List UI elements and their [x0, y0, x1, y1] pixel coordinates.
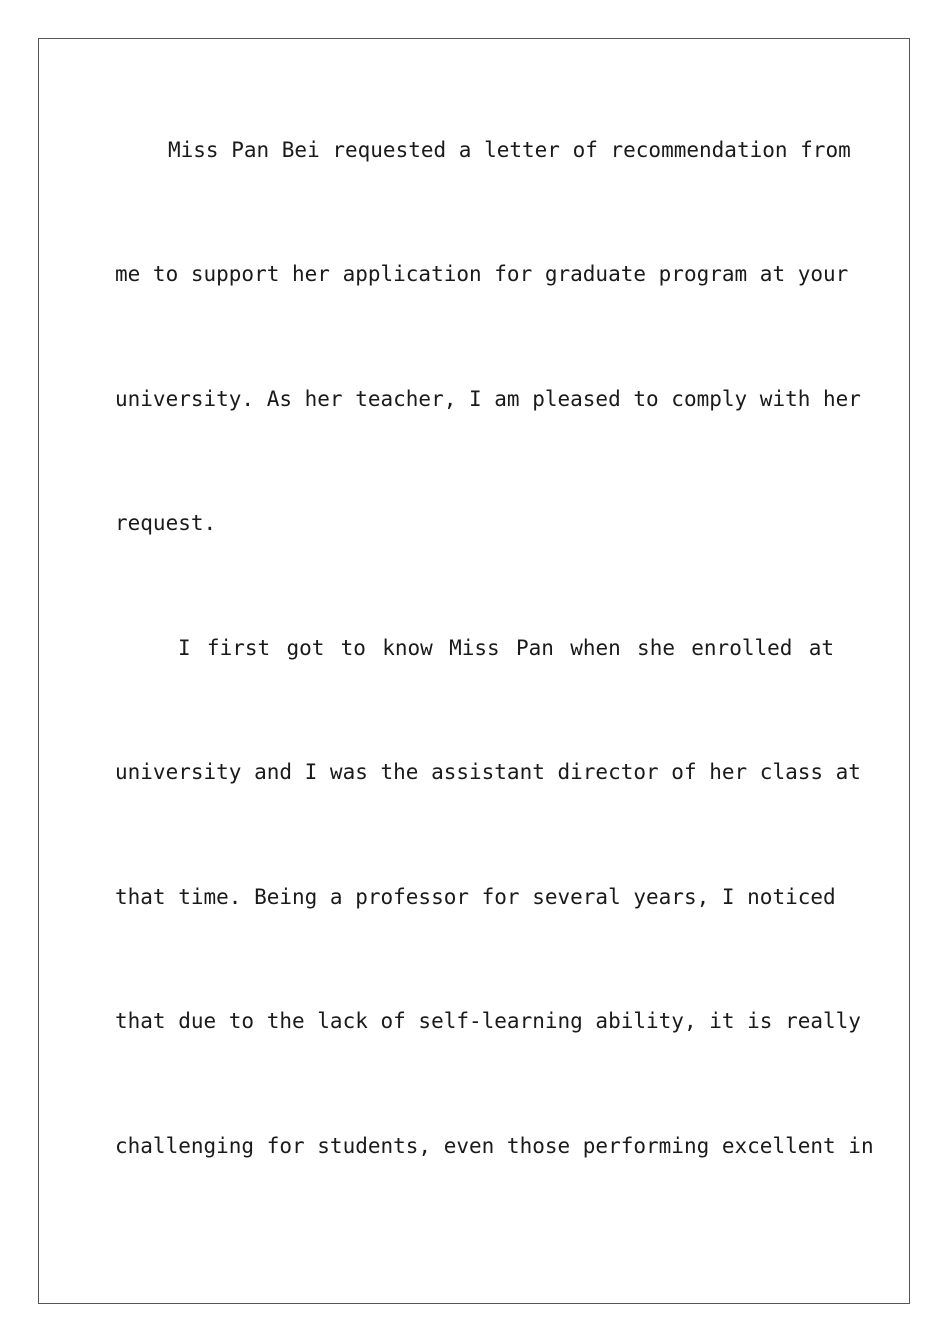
page-frame	[38, 38, 910, 1304]
paragraph-1-line-1: Miss Pan Bei requested a letter of recommendation from	[168, 138, 851, 162]
paragraph-2-line-1: I first got to know Miss Pan when she enrolled at	[178, 636, 834, 660]
paragraph-2-line-2: university and I was the assistant director of her class at	[115, 760, 861, 784]
paragraph-2-line-3: that time. Being a professor for several years, I noticed	[115, 885, 836, 909]
paragraph-1-line-4: request.	[115, 511, 217, 535]
paragraph-2-line-5: challenging for students, even those performing excellent in	[115, 1134, 874, 1158]
paragraph-1-line-3: university. As her teacher, I am pleased to comply with her	[115, 387, 861, 411]
paragraph-2-line-4: that due to the lack of self-learning ability, it is really	[115, 1009, 861, 1033]
paragraph-1-line-2: me to support her application for graduate program at your	[115, 262, 849, 286]
